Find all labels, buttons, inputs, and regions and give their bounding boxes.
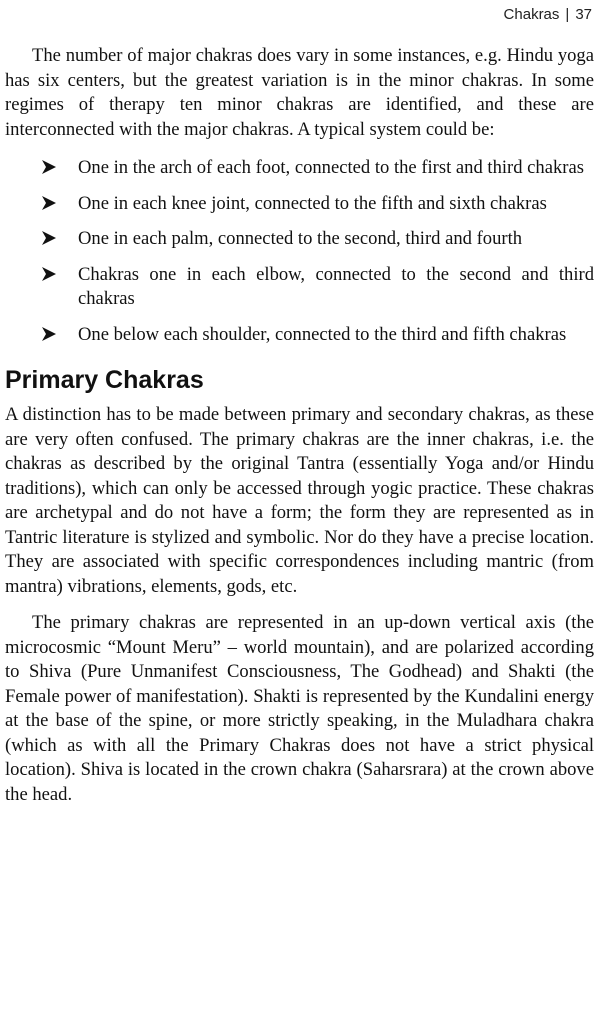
- header-separator: |: [565, 6, 570, 23]
- list-item-text: One in each knee joint, connected to the fifth and sixth chakras: [78, 192, 547, 214]
- minor-chakras-list: [5, 156, 594, 347]
- list-item-text: One in the arch of each foot, connected to the first and third chakras: [78, 157, 584, 178]
- intro-paragraph: The number of major chakras does vary in some instances, e.g. Hindu yoga has six centers, but the greatest variation is in the minor chakras. In some regimes of therapy ten minor chakras are identified, and these are interconnected with the major chakras. A typical system could be:: [5, 45, 594, 140]
- arrowhead-bullet-icon: [41, 264, 57, 284]
- list-item-text: One in each palm, connected to the second, third and fourth: [78, 228, 523, 249]
- page-body: [5, 44, 594, 807]
- list-item: [5, 156, 594, 181]
- arrowhead-bullet-icon: [41, 324, 57, 344]
- list-item: [5, 227, 594, 252]
- running-header: [504, 6, 592, 23]
- arrowhead-bullet-icon: [41, 157, 57, 177]
- list-item-text: One below each shoulder, connected to the third and fifth chakras: [78, 323, 567, 345]
- page-number: 37: [575, 6, 592, 23]
- section-heading: Primary Chakras: [5, 366, 204, 394]
- list-item: [5, 323, 594, 348]
- list-item-text: Chakras one in each elbow, connected to the second and third chakras: [78, 263, 594, 309]
- list-item: [5, 263, 594, 312]
- body-paragraph-2: The primary chakras are represented in an up-down vertical axis (the microcosmic “Mount Meru” – world mountain), and are polarized according to Shiva (Pure Unmanifest Consciousness, The Godhead) and Shakti (the Female power of manifestation). Shakti is represented by the Kundalini energy at the base of the spine, or more strictly speaking, in the Muladhara chakra (which as with all the Primary Chakras does not have a strict physical location). Shiva is located in the crown chakra (Saharsrara) at the crown above the head.: [5, 612, 594, 805]
- header-section-title: Chakras: [503, 6, 560, 23]
- list-item: [5, 192, 594, 217]
- arrowhead-bullet-icon: [41, 228, 57, 248]
- body-paragraph-1: A distinction has to be made between primary and secondary chakras, as these are very often confused. The primary chakras are the inner chakras, i.e. the chakras as described by the original Tantra (essentially Yoga and/or Hindu traditions), which can only be accessed through yogic practice. These chakras are archetypal and do not have a form; the form they are represented as in Tantric literature is stylized and symbolic. Nor do they have a precise location. They are associated with specific correspondences including mantric (from mantra) vibrations, elements, gods, etc.: [5, 404, 594, 597]
- arrowhead-bullet-icon: [41, 193, 57, 213]
